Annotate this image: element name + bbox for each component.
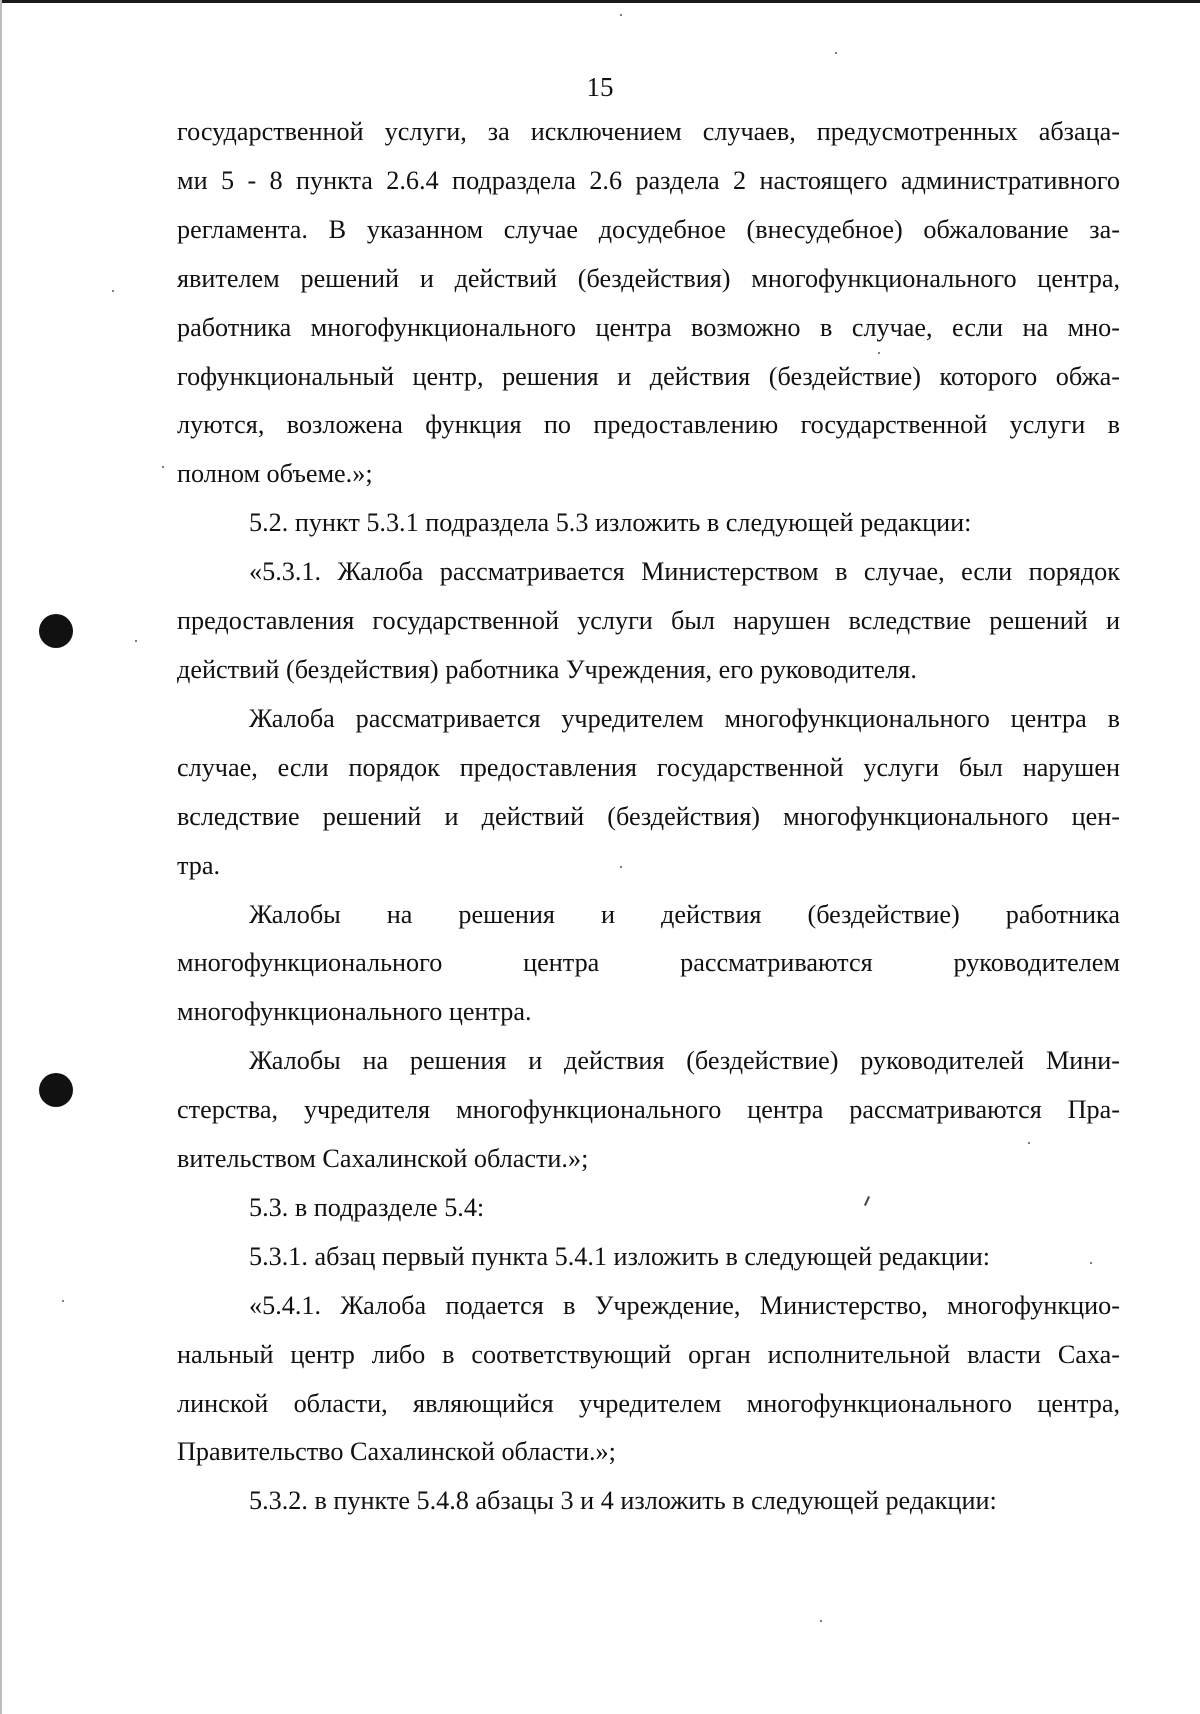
scan-speck: [62, 1300, 64, 1302]
text-line: 5.3.2. в пункте 5.4.8 абзацы 3 и 4 изложить в следующей редакции:: [249, 1486, 997, 1516]
paragraph-5-3: [177, 1184, 1120, 1233]
document-body: [177, 108, 1120, 1526]
text-line: линской области, являющийся учредителем многофункционального центра,: [177, 1388, 1120, 1418]
text-line: «5.4.1. Жалоба подается в Учреждение, Министерство, многофункцио-: [249, 1290, 1120, 1320]
word: на: [386, 899, 413, 929]
word: работника: [1005, 899, 1120, 929]
scan-speck: [135, 640, 137, 642]
text-line: 5.2. пункт 5.3.1 подраздела 5.3 изложить в следующей редакции:: [249, 508, 972, 538]
text-line: государственной услуги, за исключением случаев, предусмотренных абзаца-: [177, 117, 1120, 146]
text-line: [177, 939, 1120, 988]
paragraph-5-2: [177, 499, 1120, 548]
paragraph-continuation: [177, 108, 1120, 499]
text-line: явителем решений и действий (бездействия) многофункционального центра,: [177, 263, 1120, 293]
text-line: вительством Сахалинской области.»;: [177, 1144, 589, 1174]
text-line: многофункционального центра.: [177, 997, 532, 1027]
paragraph-5-3-1-quote: [177, 548, 1120, 695]
scan-speck: [112, 290, 114, 292]
text-line: регламента. В указанном случае досудебное (внесудебное) обжалование за-: [177, 214, 1120, 244]
paragraph-5-3-1: [177, 1233, 1120, 1282]
word: и: [600, 899, 615, 929]
text-line: стерства, учредителя многофункционального центра рассматриваются Пра-: [177, 1095, 1120, 1125]
text-line: Правительство Сахалинской области.»;: [177, 1437, 616, 1467]
text-line: нальный центр либо в соответствующий орган исполнительной власти Саха-: [177, 1339, 1120, 1369]
word: Жалобы: [249, 899, 341, 929]
page-number: 15: [586, 72, 614, 102]
punch-hole: [39, 614, 73, 648]
word: многофункционального: [177, 948, 443, 978]
word: (бездействие): [807, 899, 960, 929]
scan-left-edge: [0, 0, 2, 1714]
paragraph-5-3-2: [177, 1477, 1120, 1526]
paragraph-worker-complaint: [177, 891, 1120, 1038]
text-line: вследствие решений и действий (бездействия) многофункционального цен-: [177, 801, 1120, 831]
scan-speck: [820, 1620, 822, 1622]
text-line: 5.3.1. абзац первый пункта 5.4.1 изложить в следующей редакции:: [249, 1241, 991, 1271]
text-line: гофункциональный центр, решения и действия (бездействие) которого обжа-: [177, 361, 1120, 391]
word: рассматриваются: [680, 948, 873, 978]
word: действия: [661, 899, 762, 929]
paragraph-5-4-1-quote: [177, 1282, 1120, 1478]
punch-hole: [39, 1073, 73, 1107]
text-line: ми 5 - 8 пункта 2.6.4 подраздела 2.6 раздела 2 настоящего административного: [177, 165, 1120, 195]
word: решения: [458, 899, 555, 929]
text-line: луются, возложена функция по предоставлению государственной услуги в: [177, 410, 1120, 440]
text-line: 5.3. в подразделе 5.4:: [249, 1192, 485, 1222]
text-line: случае, если порядок предоставления государственной услуги был нарушен: [177, 752, 1120, 782]
text-line: «5.3.1. Жалоба рассматривается Министерством в случае, если порядок: [249, 557, 1120, 587]
text-line: Жалоба рассматривается учредителем многофункционального центра в: [249, 703, 1120, 733]
scan-speck: [620, 14, 622, 16]
scan-speck: [835, 52, 837, 54]
text-line: [177, 891, 1120, 940]
paragraph-founder-complaint: [177, 695, 1120, 891]
paragraph-ministry-complaint: [177, 1037, 1120, 1184]
text-line: полном объеме.»;: [177, 459, 373, 489]
text-line: предоставления государственной услуги был нарушен вследствие решений и: [177, 606, 1120, 636]
scan-speck: [162, 466, 164, 468]
text-line: действий (бездействия) работника Учреждения, его руководителя.: [177, 654, 917, 684]
word: центра: [523, 948, 600, 978]
text-line: работника многофункционального центра возможно в случае, если на мно-: [177, 312, 1120, 342]
text-line: Жалобы на решения и действия (бездействие) руководителей Мини-: [249, 1046, 1120, 1076]
scan-top-border: [0, 0, 1200, 3]
word: руководителем: [953, 948, 1120, 978]
text-line: тра.: [177, 850, 221, 880]
